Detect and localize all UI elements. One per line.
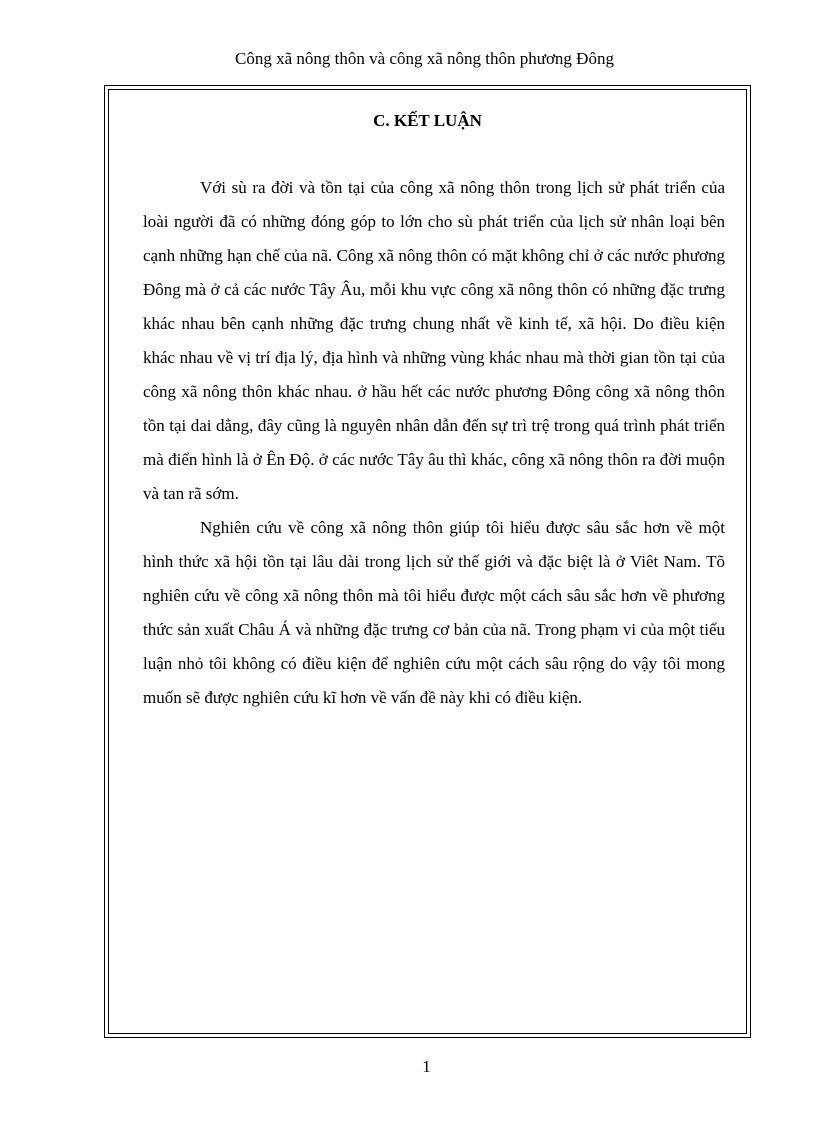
page-border: [104, 85, 751, 1038]
body-text: [143, 171, 725, 715]
paragraph-2: Nghiên cứu về công xã nông thôn giúp tôi hiểu được sâu sắc hơn về một hình thức xã hội tồn tại lâu dài trong lịch sử thế giới và đặc biệt là ở Viêt Nam. Tõ nghiên cứu về công xã nông thôn mà tôi hiểu được một cách sâu sắc hơn về phương thức sản xuất Châu Á và những đặc trưng cơ bản của nã. Trong phạm vi của một tiểu luận nhỏ tôi không có điều kiện để nghiên cứu một cách sâu rộng do vậy tôi mong muốn sẽ được nghiên cứu kĩ hơn về vấn đề này khi có điều kiện.: [143, 518, 725, 707]
page-number: 1: [422, 1057, 431, 1076]
section-title: C. KẾT LUẬN: [373, 111, 482, 130]
page-border-inner: [108, 89, 747, 1034]
paragraph-1: Với sù ra đời và tồn tại của công xã nông thôn trong lịch sử phát triển của loài người đã có những đóng góp to lớn cho sù phát triển của lịch sử nhân loại bên cạnh những hạn chế của nã. Công xã nông thôn có mặt không chỉ ở các nước phương Đông mà ở cả các nước Tây Âu, mỗi khu vực công xã nông thôn có những đặc trưng khác nhau bên cạnh những đặc trưng chung nhất về kinh tế, xã hội. Do điều kiện khác nhau về vị trí địa lý, địa hình và những vùng khác nhau mà thời gian tồn tại của công xã nông thôn khác nhau. ở hầu hết các nước phương Đông công xã nông thôn tồn tại dai dẳng, đây cũng là nguyên nhân dẫn đến sự trì trệ trong quá trình phát triển mà điển hình là ở Ên Độ. ở các nước Tây âu thì khác, công xã nông thôn ra đời muộn và tan rã sớm.: [143, 178, 725, 503]
page-header: Công xã nông thôn và công xã nông thôn phương Đông: [235, 49, 614, 68]
